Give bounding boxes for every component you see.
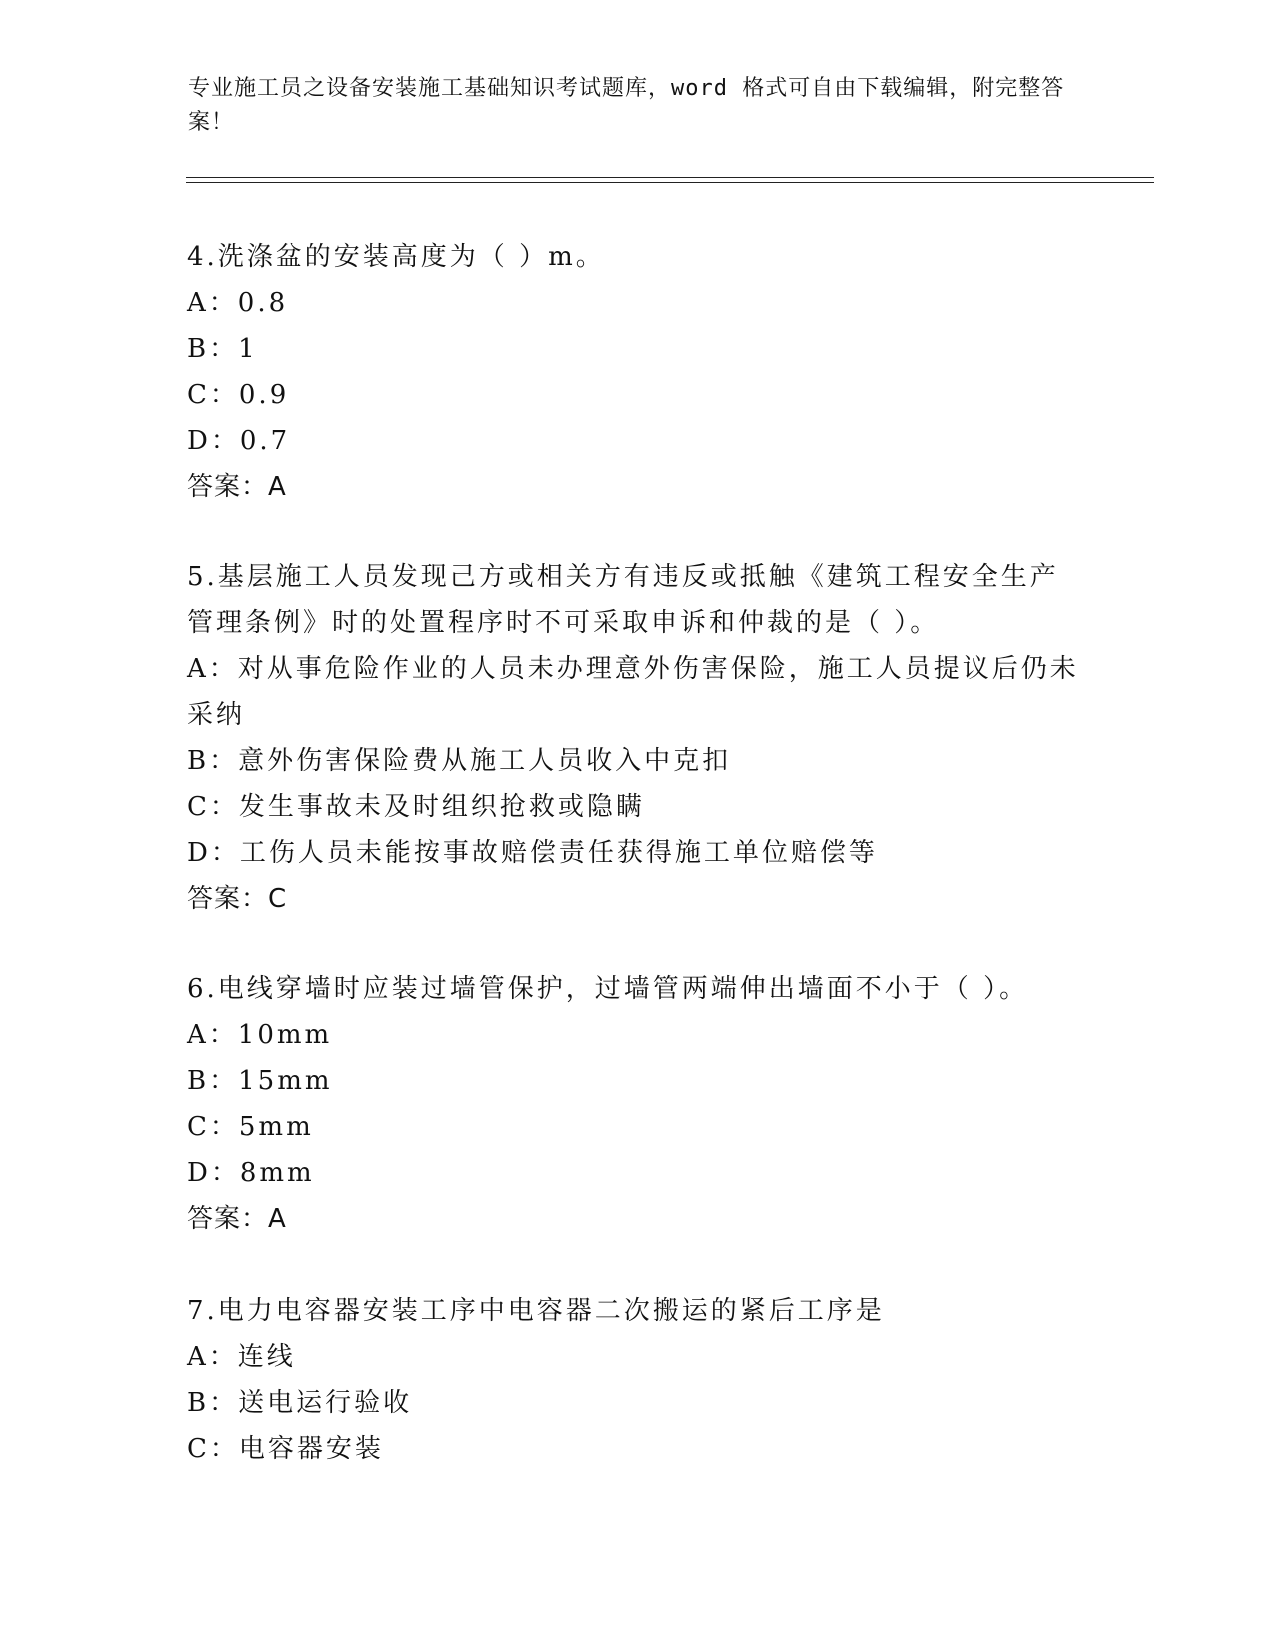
question-7 [187, 1288, 1087, 1472]
option-b: B：15mm [187, 1066, 333, 1096]
option-c: C：5mm [187, 1112, 314, 1142]
question-stem: 4.洗涤盆的安装高度为（ ）m。 [187, 242, 605, 272]
option-c: C：发生事故未及时组织抢救或隐瞒 [187, 792, 645, 822]
option-b: B：意外伤害保险费从施工人员收入中克扣 [187, 746, 732, 776]
question-6 [187, 966, 1087, 1242]
option-b: B：1 [187, 334, 258, 364]
answer: 答案：A [187, 472, 287, 502]
question-stem-line-2: 管理条例》时的处置程序时不可采取申诉和仲裁的是（ ）。 [187, 608, 940, 638]
option-c: C：电容器安装 [187, 1434, 384, 1464]
option-a: A：0.8 [187, 288, 289, 318]
option-a: A：对从事危险作业的人员未办理意外伤害保险，施工人员提议后仍未 [187, 654, 1079, 684]
option-a: A：10mm [187, 1020, 333, 1050]
answer: 答案：C [187, 884, 288, 914]
option-a-continuation: 采纳 [187, 700, 246, 730]
header-divider-top [186, 177, 1154, 178]
question-stem: 6.电线穿墙时应装过墙管保护，过墙管两端伸出墙面不小于（ ）。 [187, 974, 1029, 1004]
question-5 [187, 554, 1087, 922]
answer: 答案：A [187, 1204, 287, 1234]
option-a: A：连线 [187, 1342, 296, 1372]
document-header: 专业施工员之设备安装施工基础知识考试题库，word 格式可自由下载编辑，附完整答案！ [188, 76, 1065, 135]
option-d: D：8mm [187, 1158, 315, 1188]
question-4 [187, 234, 1087, 510]
question-stem: 7.电力电容器安装工序中电容器二次搬运的紧后工序是 [187, 1296, 885, 1326]
option-b: B：送电运行验收 [187, 1388, 413, 1418]
option-d: D：0.7 [187, 426, 291, 456]
question-stem-line-1: 5.基层施工人员发现己方或相关方有违反或抵触《建筑工程安全生产 [187, 562, 1059, 592]
header-divider-bottom [186, 182, 1154, 183]
option-c: C：0.9 [187, 380, 290, 410]
option-d: D：工伤人员未能按事故赔偿责任获得施工单位赔偿等 [187, 838, 878, 868]
